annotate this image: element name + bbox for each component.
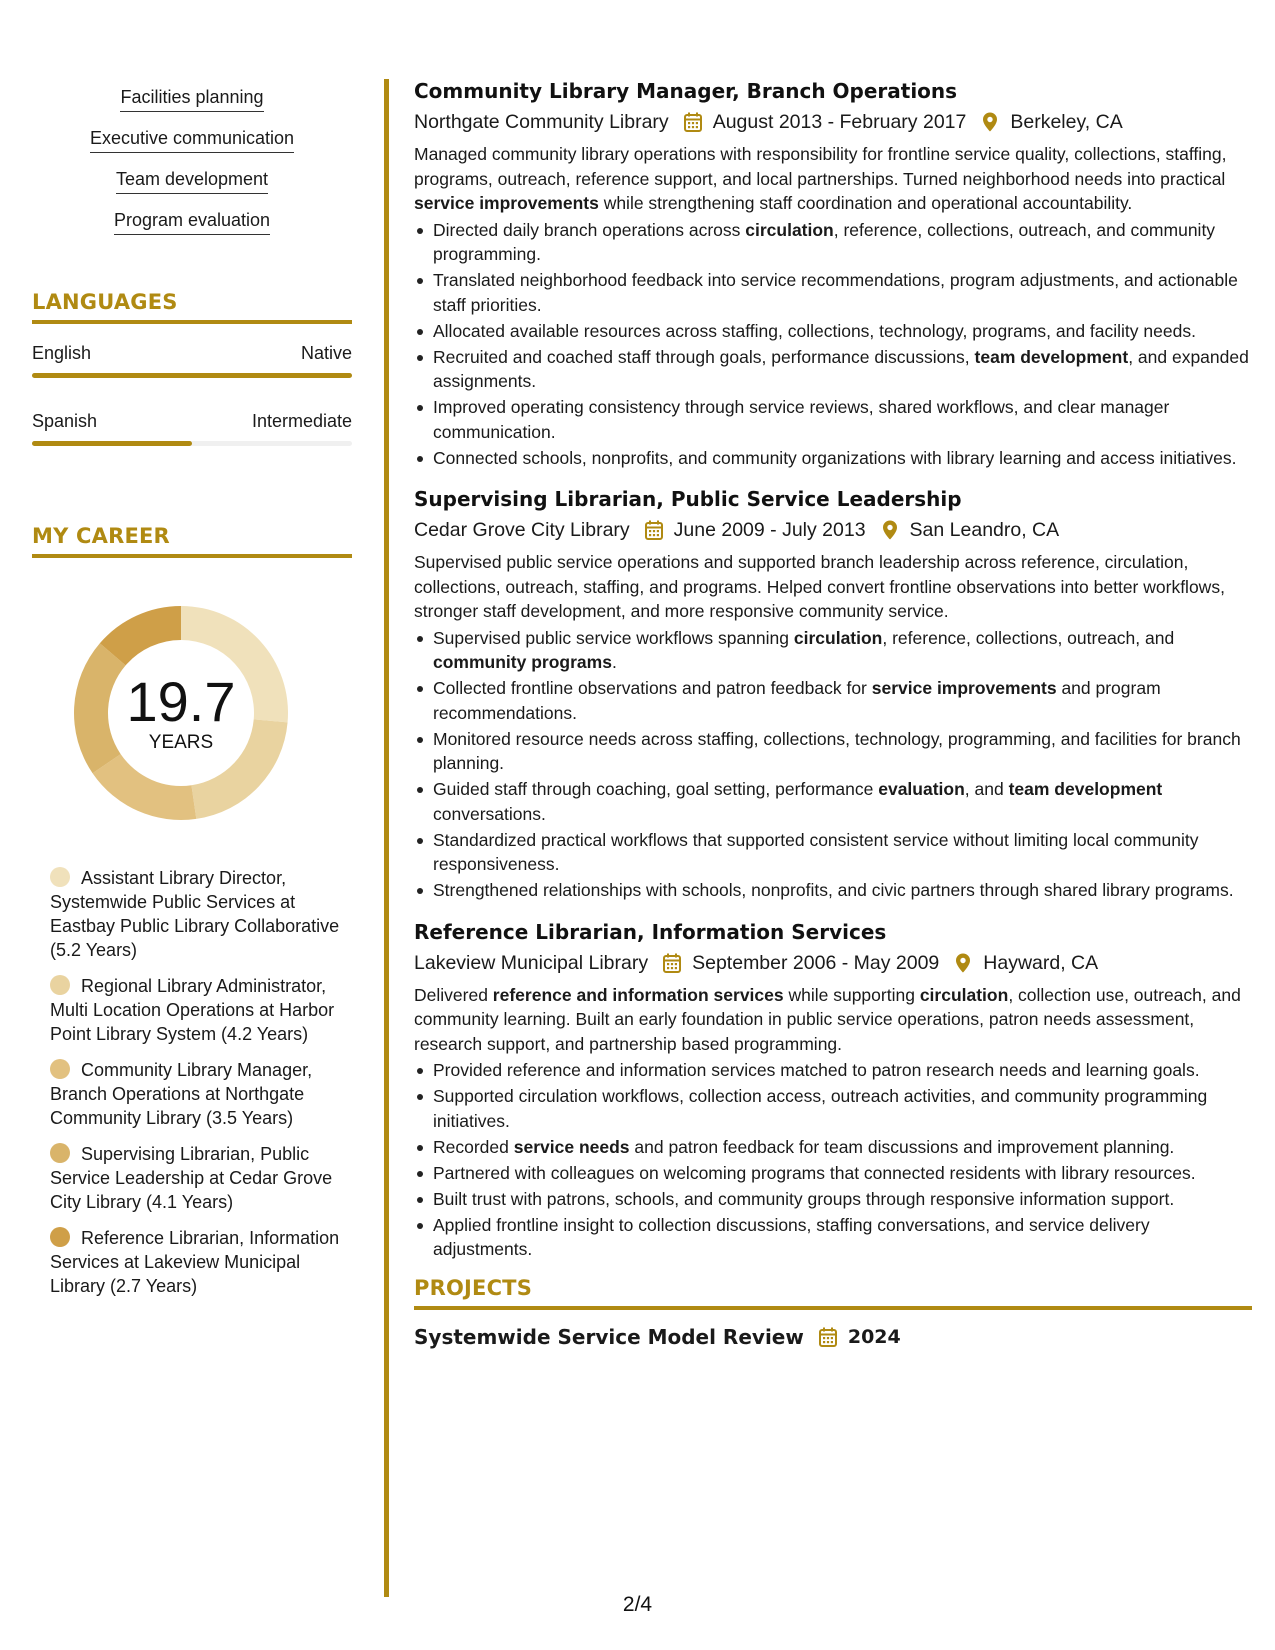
career-legend-item xyxy=(50,974,344,1046)
bullet-item xyxy=(414,218,1252,267)
languages-heading: LANGUAGES xyxy=(32,290,352,324)
job-summary xyxy=(414,983,1252,1057)
left-column xyxy=(32,86,352,1310)
legend-dot xyxy=(50,867,70,887)
career-section xyxy=(32,524,352,1298)
bullet-item xyxy=(414,626,1252,675)
bold-text: circulation xyxy=(745,219,834,240)
bullet-item xyxy=(414,319,1252,344)
text-run: Supported circulation workflows, collection access, outreach activities, and community programming initiatives. xyxy=(433,1086,1208,1131)
text-run: , reference, collections, outreach, and xyxy=(882,627,1175,648)
language-row xyxy=(32,410,352,432)
text-run: and patron feedback for team discussions and improvement planning. xyxy=(629,1136,1175,1157)
languages-list xyxy=(32,342,352,446)
job-title: Supervising Librarian, Public Service Leadership xyxy=(414,487,962,511)
bullet-item xyxy=(414,1135,1252,1160)
experience-item xyxy=(414,917,1252,1262)
bullet-item xyxy=(414,777,1252,826)
job-meta xyxy=(414,108,1252,136)
skills-list xyxy=(32,86,352,235)
text-run: Directed daily branch operations across xyxy=(433,219,746,240)
language-proficiency-bar xyxy=(32,441,352,446)
language-name: English xyxy=(32,343,92,363)
text-run: Recorded xyxy=(433,1136,514,1157)
job-meta xyxy=(414,949,1252,977)
bullet-item xyxy=(414,1161,1252,1186)
text-run: Allocated available resources across staffing, collections, technology, programs, and facility needs. xyxy=(433,320,1196,341)
bullet-item xyxy=(414,878,1252,903)
skill-item xyxy=(32,127,352,153)
career-legend-text: Regional Library Administrator, Multi Location Operations at Harbor Point Library System (4.2 Years) xyxy=(50,976,335,1044)
skill-item xyxy=(32,86,352,112)
text-run: Supervised public service operations and supported branch leadership across reference, circulation, collections, outreach, staffing, and programs. Helped convert frontline observations into better workflows, stronger staff development, and more responsive community service. xyxy=(414,552,1225,621)
bold-text: reference and information services xyxy=(492,984,784,1005)
job-dates: August 2013 - February 2017 xyxy=(712,111,967,133)
text-run: . xyxy=(611,652,617,672)
column-divider xyxy=(384,79,389,1597)
languages-section xyxy=(32,290,352,446)
text-run: Connected schools, nonprofits, and community organizations with library learning and access initiatives. xyxy=(433,447,1237,468)
project-item xyxy=(414,1322,1252,1352)
bullet-item xyxy=(414,727,1252,776)
career-legend-text: Reference Librarian, Information Services at Lakeview Municipal Library (2.7 Years) xyxy=(50,1228,340,1296)
text-run: Standardized practical workflows that supported consistent service without limiting local community responsiveness. xyxy=(433,829,1199,874)
projects-list xyxy=(414,1322,1252,1352)
text-run: Partnered with colleagues on welcoming programs that connected residents with library resources. xyxy=(433,1162,1196,1183)
bullet-item xyxy=(414,1084,1252,1133)
career-donut-chart xyxy=(66,598,296,828)
text-run: and program recommendations. xyxy=(433,678,1161,723)
skill-label: Facilities planning xyxy=(120,86,263,112)
career-legend-item xyxy=(50,1226,344,1298)
project-name: Systemwide Service Model Review xyxy=(414,1324,804,1349)
text-run: Translated neighborhood feedback into service recommendations, program adjustments, and actionable staff priorities. xyxy=(433,270,1238,315)
job-dates: September 2006 - May 2009 xyxy=(692,951,940,974)
bold-text: community programs xyxy=(433,652,612,672)
job-dates: June 2009 - July 2013 xyxy=(673,519,866,541)
career-legend-text: Assistant Library Director, Systemwide Public Services at Eastbay Public Library Collaborative (5.2 Years) xyxy=(50,868,340,960)
company-name: Lakeview Municipal Library xyxy=(414,951,649,974)
company-name: Northgate Community Library xyxy=(414,111,669,133)
calendar-icon xyxy=(818,1326,838,1348)
text-run: Built trust with patrons, schools, and community groups through responsive information support. xyxy=(433,1188,1175,1209)
bullet-item xyxy=(414,1213,1252,1262)
bullet-item xyxy=(414,268,1252,317)
total-years-value: 19.7 xyxy=(126,670,236,733)
language-proficiency-fill xyxy=(32,441,192,446)
career-legend-item xyxy=(50,1058,344,1130)
job-location: Berkeley, CA xyxy=(1010,111,1123,133)
legend-dot xyxy=(50,1143,70,1163)
bold-text: service improvements xyxy=(871,678,1057,698)
experience-item xyxy=(414,484,1252,903)
job-meta xyxy=(414,516,1252,544)
career-legend xyxy=(32,866,352,1298)
text-run: conversations. xyxy=(433,803,546,824)
text-run: , and expanded assignments. xyxy=(433,346,1249,391)
career-legend-item xyxy=(50,1142,344,1214)
company-name: Cedar Grove City Library xyxy=(414,519,630,541)
calendar-icon xyxy=(662,952,682,974)
job-title: Reference Librarian, Information Services xyxy=(414,919,887,944)
job-summary xyxy=(414,142,1252,216)
bold-text: evaluation xyxy=(878,779,965,799)
text-run: , collection use, outreach, and community learning. Built an early foundation in public service operations, patron needs assessment, research support, and partnership based programming. xyxy=(414,984,1241,1054)
text-run: , reference, collections, outreach, and community programming. xyxy=(433,219,1216,264)
career-legend-text: Supervising Librarian, Public Service Leadership at Cedar Grove City Library (4.1 Years) xyxy=(50,1144,333,1212)
language-level: Native xyxy=(300,343,352,363)
text-run: while strengthening staff coordination and operational accountability. xyxy=(598,193,1133,213)
bullet-item xyxy=(414,828,1252,877)
legend-dot xyxy=(50,1227,70,1247)
job-bullets xyxy=(414,1058,1252,1262)
text-run: Recruited and coached staff through goals, performance discussions, xyxy=(433,346,975,367)
legend-dot xyxy=(50,1059,70,1079)
map-pin-icon xyxy=(980,111,1000,133)
language-item xyxy=(32,410,352,446)
calendar-icon xyxy=(644,519,664,541)
calendar-icon xyxy=(683,111,703,133)
job-location: San Leandro, CA xyxy=(909,519,1060,541)
text-run: Monitored resource needs across staffing, collections, technology, programming, and facilities for branch planning. xyxy=(433,728,1241,773)
language-item xyxy=(32,342,352,378)
text-run: Improved operating consistency through service reviews, shared workflows, and clear manager communication. xyxy=(433,397,1170,442)
text-run: Supervised public service workflows spanning xyxy=(433,627,794,648)
career-legend-text: Community Library Manager, Branch Operations at Northgate Community Library (3.5 Years) xyxy=(50,1060,313,1128)
legend-dot xyxy=(50,975,70,995)
text-run: Guided staff through coaching, goal setting, performance xyxy=(433,779,879,799)
career-heading: MY CAREER xyxy=(32,524,352,558)
projects-heading: PROJECTS xyxy=(414,1276,1252,1310)
language-row xyxy=(32,342,352,364)
bullet-item xyxy=(414,446,1252,471)
text-run: Strengthened relationships with schools, nonprofits, and civic partners through shared library programs. xyxy=(433,880,1234,900)
map-pin-icon xyxy=(880,519,900,541)
text-run: Delivered xyxy=(414,984,493,1005)
language-level: Intermediate xyxy=(251,411,352,431)
bullet-item xyxy=(414,395,1252,444)
text-run: Collected frontline observations and patron feedback for xyxy=(433,678,872,698)
text-run: , and xyxy=(964,779,1009,799)
language-proficiency-bar xyxy=(32,373,352,378)
job-title: Community Library Manager, Branch Operations xyxy=(414,79,958,103)
job-bullets xyxy=(414,218,1252,471)
donut-center xyxy=(66,598,296,828)
skill-item xyxy=(32,168,352,194)
skill-label: Program evaluation xyxy=(114,209,270,235)
experience-list xyxy=(414,76,1252,1262)
language-name: Spanish xyxy=(32,411,98,431)
page-number: 2/4 xyxy=(622,1593,653,1616)
bold-text: team development xyxy=(1008,779,1163,799)
main-column xyxy=(414,76,1252,1352)
bullet-item xyxy=(414,676,1252,725)
job-location: Hayward, CA xyxy=(983,951,1099,974)
text-run: Managed community library operations with responsibility for frontline service quality, collections, staffing, programs, outreach, reference support, and local partnerships. Turned neighborhood needs into practical xyxy=(414,144,1227,189)
language-proficiency-fill xyxy=(32,373,352,378)
map-pin-icon xyxy=(953,952,973,974)
bullet-item xyxy=(414,1058,1252,1083)
job-summary xyxy=(414,550,1252,624)
career-legend-item xyxy=(50,866,344,962)
skill-label: Executive communication xyxy=(90,127,294,153)
text-run: Applied frontline insight to collection discussions, staffing conversations, and service delivery adjustments. xyxy=(433,1214,1150,1259)
project-year: 2024 xyxy=(847,1325,901,1348)
bullet-item xyxy=(414,345,1252,394)
bold-text: circulation xyxy=(793,627,883,648)
text-run: while supporting xyxy=(783,984,920,1005)
skill-label: Team development xyxy=(116,168,268,194)
projects-section xyxy=(414,1276,1252,1352)
total-years-unit: YEARS xyxy=(148,732,214,753)
bold-text: service needs xyxy=(513,1136,630,1157)
bullet-item xyxy=(414,1187,1252,1212)
experience-item xyxy=(414,76,1252,470)
bold-text: service improvements xyxy=(414,193,599,213)
text-run: Provided reference and information services matched to patron research needs and learning goals. xyxy=(433,1060,1200,1080)
bold-text: team development xyxy=(974,346,1129,367)
bold-text: circulation xyxy=(919,984,1009,1005)
skill-item xyxy=(32,209,352,235)
job-bullets xyxy=(414,626,1252,903)
